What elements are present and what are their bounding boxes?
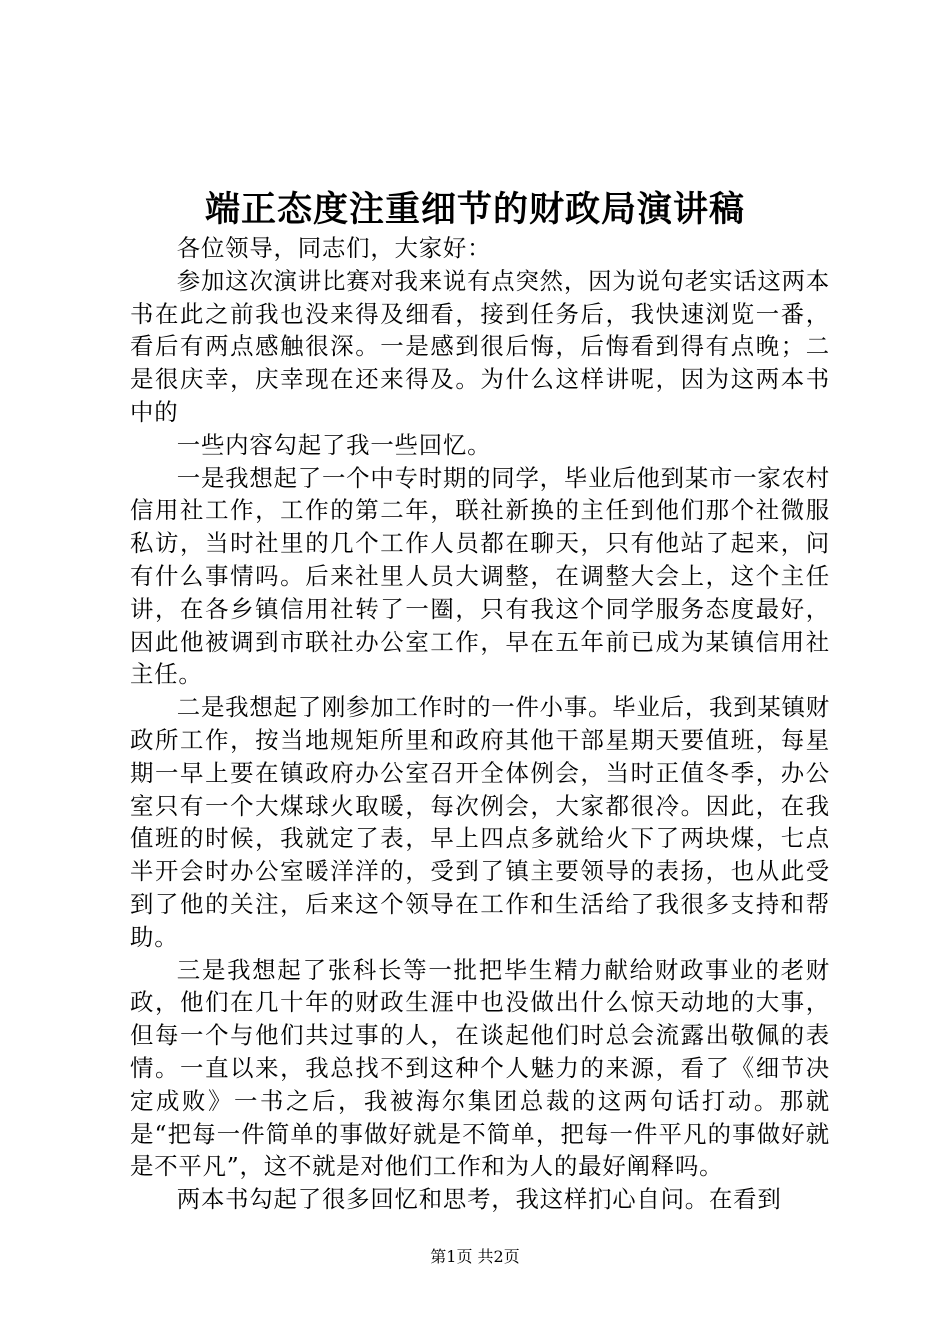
paragraph-second-memory: 二是我想起了刚参加工作时的一件小事。毕业后，我到某镇财政所工作，按当地规矩所里和政府其他干部星期天要值班，每星期一早上要在镇政府办公室召开全体例会，当时正值冬季，办公室只有一个大煤球火取暖，每次例会，大家都很冷。因此，在我值班的时候，我就定了表，早上四点多就给火下了两块煤，七点半开会时办公室暖洋洋的，受到了镇主要领导的表扬，也从此受到了他的关注，后来这个领导在工作和生活给了我很多支持和帮助。: [130, 693, 830, 951]
page-number: 第1页: [430, 1247, 473, 1266]
page-footer: [0, 1246, 950, 1268]
paragraph-reflection: 两本书勾起了很多回忆和思考，我这样扪心自问。在看到: [176, 1185, 782, 1214]
paragraph-intro: 参加这次演讲比赛对我来说有点突然，因为说句老实话这两本书在此之前我也没来得及细看，接到任务后，我快速浏览一番，看后有两点感触很深。一是感到很后悔，后悔看到得有点晚；二是很庆幸，庆幸现在还来得及。为什么这样讲呢，因为这两本书中的: [130, 266, 830, 426]
document-body: [130, 232, 830, 1216]
paragraph-first-memory: 一是我想起了一个中专时期的同学，毕业后他到某市一家农村信用社工作，工作的第二年，联社新换的主任到他们那个社微服私访，当时社里的几个工作人员都在聊天，只有他站了起来，问有什么事情吗。后来社里人员大调整，在调整大会上，这个主任讲，在各乡镇信用社转了一圈，只有我这个同学服务态度最好，因此他被调到市联社办公室工作，早在五年前已成为某镇信用社主任。: [130, 463, 830, 689]
document-title: 端正态度注重细节的财政局演讲稿: [204, 189, 745, 230]
paragraph-greeting: 各位领导，同志们，大家好：: [176, 234, 492, 262]
page-total: 共2页: [477, 1247, 520, 1266]
paragraph-third-memory: 三是我想起了张科长等一批把毕生精力献给财政事业的老财政，他们在几十年的财政生涯中也没做出什么惊天动地的大事，但每一个与他们共过事的人，在谈起他们时总会流露出敬佩的表情。一直以来，我总找不到这种个人魅力的来源，看了《细节决定成败》一书之后，我被海尔集团总裁的这两句话打动。那就是“把每一件简单的事做好就是不简单，把每一件平凡的事做好就是不平凡”，这不就是对他们工作和为人的最好阐释吗。: [130, 955, 830, 1181]
paragraph-intro-continued: 一些内容勾起了我一些回忆。: [176, 430, 492, 459]
